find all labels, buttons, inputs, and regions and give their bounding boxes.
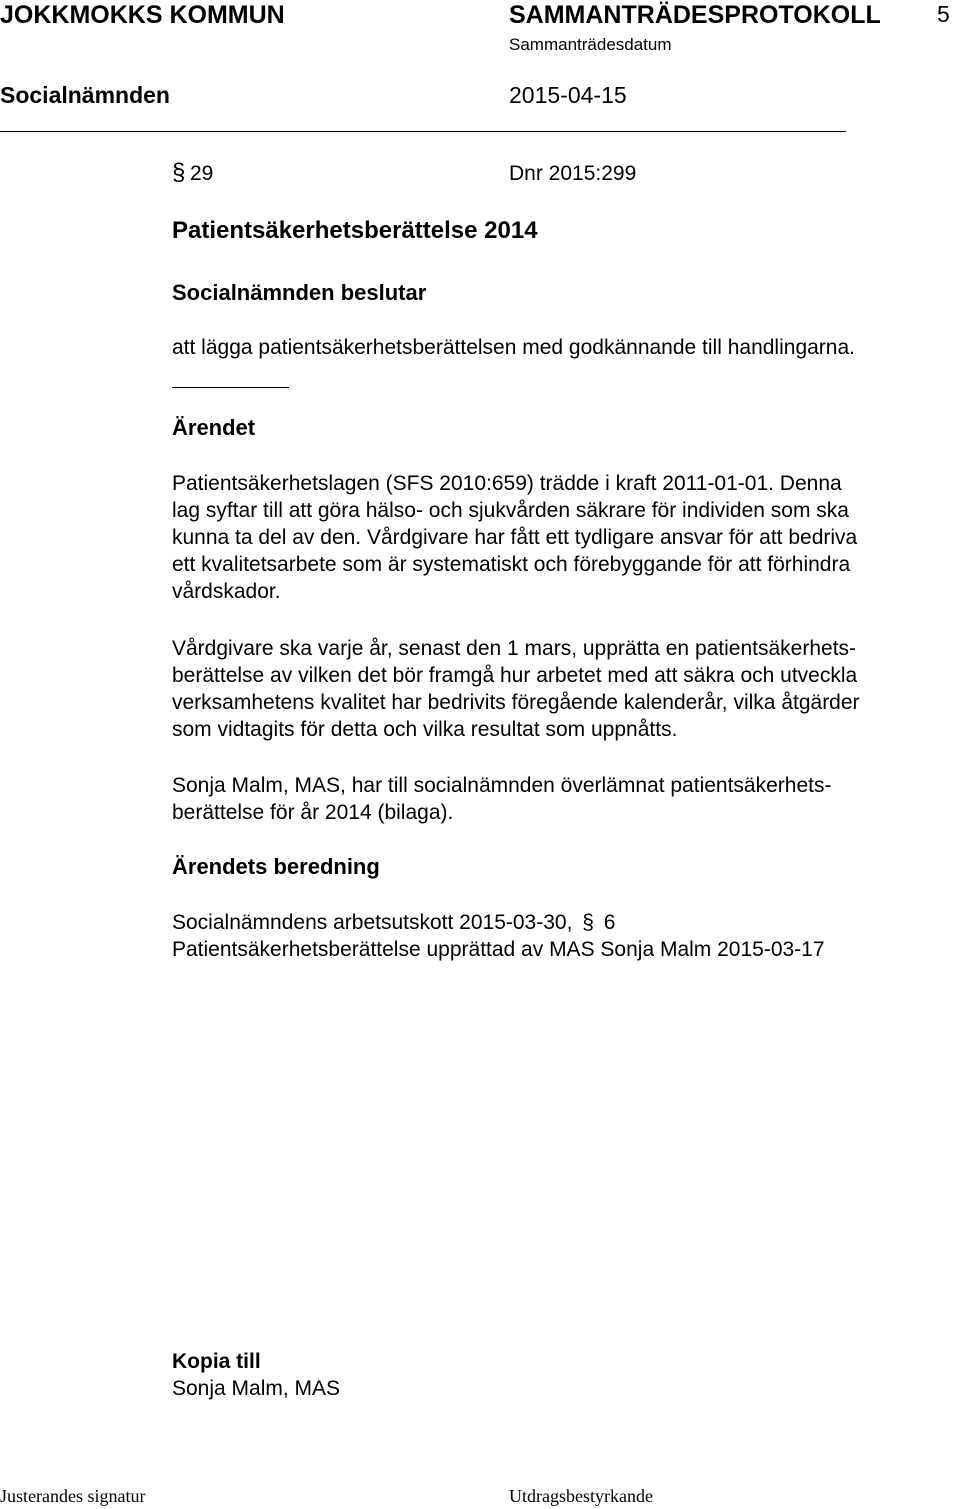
text-line: Patientsäkerhetslagen (SFS 2010:659) trädde i kraft 2011-01-01. Denna (172, 472, 842, 495)
matter-paragraph-3 (172, 772, 960, 826)
matter-heading: Ärendet (172, 415, 256, 440)
footer-certification-label: Utdragsbestyrkande (509, 1486, 653, 1506)
text-line: lag syftar till att göra hälso- och sjukvården säkrare för individen som ska (172, 499, 849, 522)
preparation-line-1-text: Socialnämndens arbetsutskott 2015-03-30, (172, 911, 573, 934)
preparation-line-1 (172, 909, 615, 936)
text-line: kunna ta del av den. Vårdgivare har fått ett tydligare ansvar för att bedriva (172, 526, 858, 549)
matter-paragraph-2 (172, 635, 960, 743)
text-line: verksamhetens kvalitet har bedrivits föregående kalenderår, vilka åtgärder (172, 691, 860, 714)
decision-divider (172, 387, 289, 388)
dnr: Dnr 2015:299 (509, 162, 637, 185)
section-title: Patientsäkerhetsberättelse 2014 (172, 217, 538, 244)
page-number: 5 (937, 1, 950, 27)
org-name: JOKKMOKKS KOMMUN (0, 1, 285, 29)
text-line: berättelse för år 2014 (bilaga). (172, 801, 454, 824)
preparation-line-2: Patientsäkerhetsberättelse upprättad av MAS Sonja Malm 2015-03-17 (172, 938, 825, 961)
text-line: Vårdgivare ska varje år, senast den 1 mars, upprätta en patientsäkerhets- (172, 637, 857, 660)
decision-heading: Socialnämnden beslutar (172, 280, 427, 305)
footer-signature-label: Justerandes signatur (0, 1486, 146, 1506)
committee-name: Socialnämnden (0, 82, 170, 108)
text-line: ett kvalitetsarbete som är systematiskt och förebyggande för att förhindra (172, 553, 851, 576)
text-line: vårdskador. (172, 580, 281, 603)
text-line: Sonja Malm, MAS, har till socialnämnden överlämnat patientsäkerhets- (172, 774, 832, 797)
text-line: berättelse av vilken det bör framgå hur arbetet med att säkra och utveckla (172, 664, 858, 687)
section-number: 29 (190, 162, 214, 185)
copy-to-heading: Kopia till (172, 1350, 261, 1373)
date-label: Sammanträdesdatum (509, 35, 672, 54)
decision-text: att lägga patientsäkerhetsberättelsen med godkännande till handlingarna. (172, 336, 855, 359)
preparation-section-number: 6 (603, 911, 616, 934)
matter-paragraph-1 (172, 470, 960, 605)
text-line: som vidtagits för detta och vilka resultat som uppnåtts. (172, 718, 678, 741)
paragraph-symbol: § (582, 911, 594, 934)
document-type: SAMMANTRÄDESPROTOKOLL (509, 1, 881, 29)
preparation-heading: Ärendets beredning (172, 854, 380, 879)
paragraph-symbol: § (172, 159, 186, 186)
meeting-date: 2015-04-15 (509, 82, 627, 108)
copy-to-recipient: Sonja Malm, MAS (172, 1377, 341, 1400)
header-divider (0, 131, 846, 132)
